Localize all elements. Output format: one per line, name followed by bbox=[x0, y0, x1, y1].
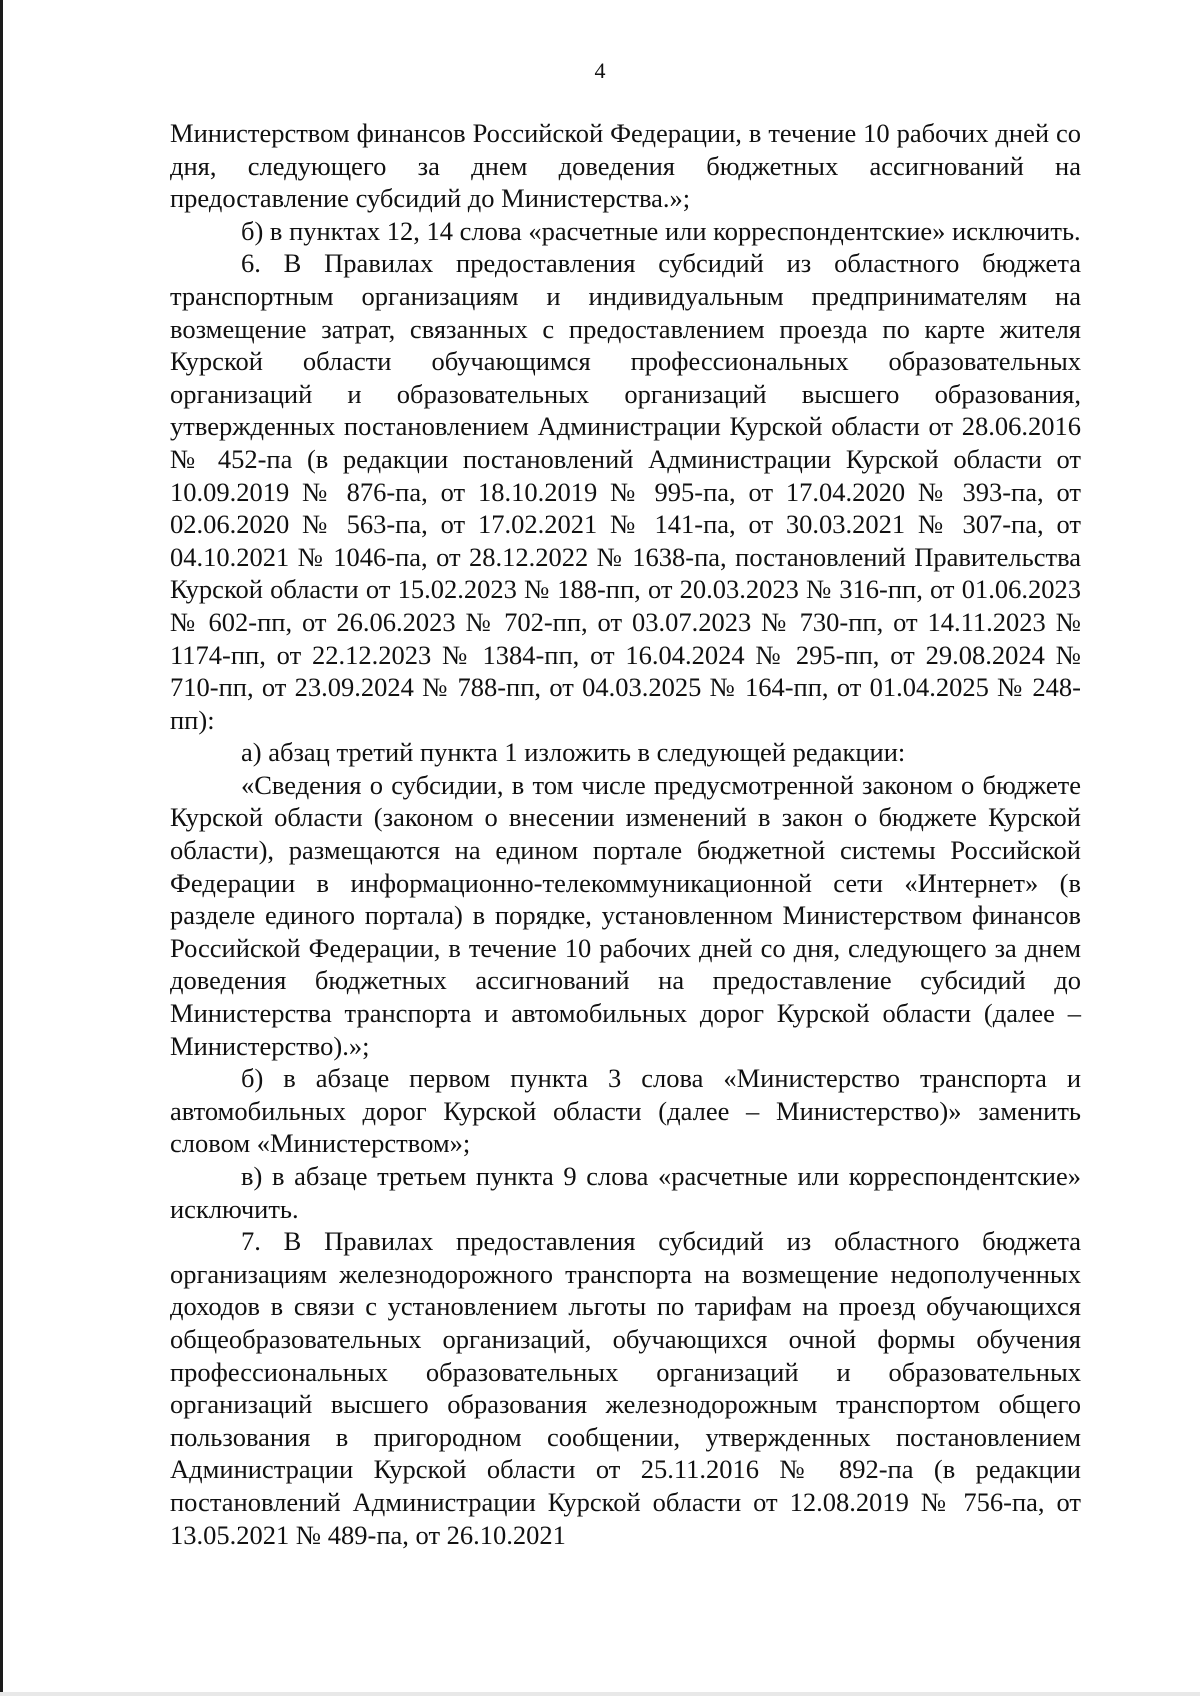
document-body bbox=[170, 117, 1081, 1551]
scan-bottom-border bbox=[0, 1692, 1200, 1696]
scan-left-border bbox=[0, 0, 3, 1696]
paragraph-section-7: 7. В Правилах предоставления субсидий из областного бюджета организациям железнодорожного транспорта на возмещение недополученных доходов в связи с установлением льготы по тарифам на проезд обучающихся общеобразовательных организаций, обучающихся очной формы обучения профессиональных образовательных организаций и образовательных организаций высшего образования железнодорожным транспортом общего пользования в пригородном сообщении, утвержденных постановлением Администрации Курской области от 25.11.2016 № 892-па (в редакции постановлений Администрации Курской области от 12.08.2019 № 756-па, от 13.05.2021 № 489-па, от 26.10.2021 bbox=[170, 1226, 1081, 1550]
paragraph-item-v: в) в абзаце третьем пункта 9 слова «расчетные или корреспондентские» исключить. bbox=[170, 1161, 1081, 1224]
paragraph-item-b-2: б) в абзаце первом пункта 3 слова «Министерство транспорта и автомобильных дорог Курской области (далее – Министерство)» заменить словом «Министерством»; bbox=[170, 1063, 1081, 1159]
paragraph-item-a: а) абзац третий пункта 1 изложить в следующей редакции: bbox=[241, 737, 906, 768]
paragraph-continuation: Министерством финансов Российской Федерации, в течение 10 рабочих дней со дня, следующего за днем доведения бюджетных ассигнований на предоставление субсидий до Министерства.»; bbox=[170, 118, 1081, 214]
paragraph-quoted-text: «Сведения о субсидии, в том числе предусмотренной законом о бюджете Курской области (законом о внесении изменений в закон о бюджете Курской области), размещаются на едином портале бюджетной системы Российской Федерации в информационно-телекоммуникационной сети «Интернет» (в разделе единого портала) в порядке, установленном Министерством финансов Российской Федерации, в течение 10 рабочих дней со дня, следующего за днем доведения бюджетных ассигнований на предоставление субсидий до Министерства транспорта и автомобильных дорог Курской области (далее – Министерство).»; bbox=[170, 769, 1081, 1061]
paragraph-section-6: 6. В Правилах предоставления субсидий из областного бюджета транспортным организациям и индивидуальным предпринимателям на возмещение затрат, связанных с предоставлением проезда по карте жителя Курской области обучающимся профессиональных образовательных организаций и образовательных организаций высшего образования, утвержденных постановлением Администрации Курской области от 28.06.2016 № 452-па (в редакции постановлений Администрации Курской области от 10.09.2019 № 876-па, от 18.10.2019 № 995-па, от 17.04.2020 № 393-па, от 02.06.2020 № 563-па, от 17.02.2021 № 141-па, от 30.03.2021 № 307-па, от 04.10.2021 № 1046-па, от 28.12.2022 № 1638-па, постановлений Правительства Курской области от 15.02.2023 № 188-пп, от 20.03.2023 № 316-пп, от 01.06.2023 № 602-пп, от 26.06.2023 № 702-пп, от 03.07.2023 № 730-пп, от 14.11.2023 № 1174-пп, от 22.12.2023 № 1384-пп, от 16.04.2024 № 295-пп, от 29.08.2024 № 710-пп, от 23.09.2024 № 788-пп, от 04.03.2025 № 164-пп, от 01.04.2025 № 248-пп): bbox=[170, 248, 1081, 735]
page-number: 4 bbox=[594, 58, 606, 83]
paragraph-item-b: б) в пунктах 12, 14 слова «расчетные или корреспондентские» исключить. bbox=[241, 215, 1081, 246]
